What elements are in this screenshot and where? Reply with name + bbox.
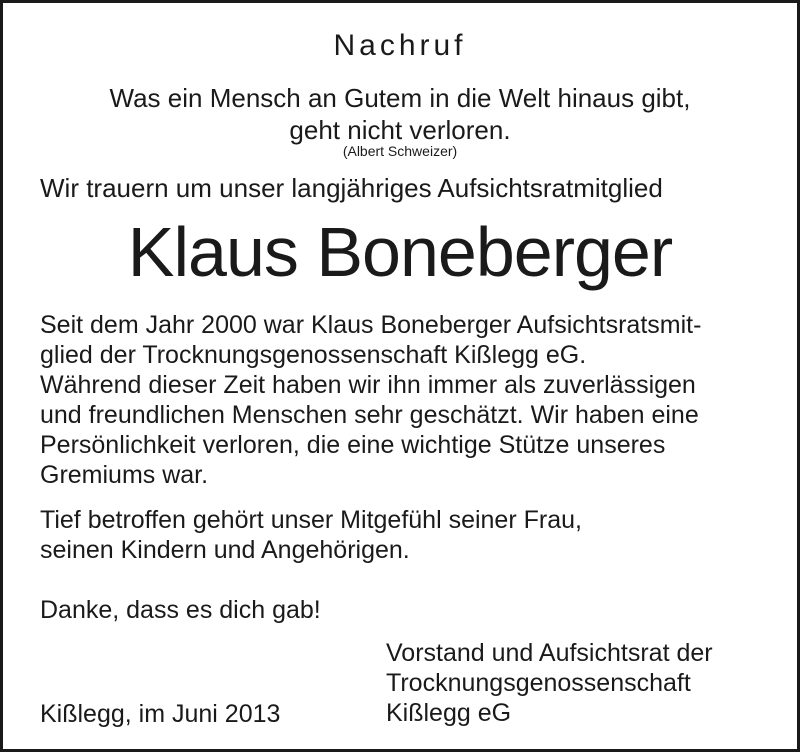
paragraph-line: Gremiums war. [40, 461, 209, 489]
closing-line: Danke, dass es dich gab! [40, 596, 321, 624]
paragraph-line: glied der Trocknungsgenossenschaft Kißlegg eG. [40, 341, 587, 369]
paragraph-line: seinen Kindern und Angehörigen. [40, 536, 410, 564]
tribute-paragraph [40, 310, 785, 490]
paragraph-line: Tief betroffen gehört unser Mitgefühl seiner Frau, [40, 506, 582, 534]
signature-line: Kißlegg eG [386, 699, 512, 727]
paragraph-line: Während dieser Zeit haben wir ihn immer als zuverlässigen [40, 371, 696, 399]
intro-text: Wir trauern um unser langjähriges Aufsichtsratmitglied [40, 173, 663, 203]
paragraph-line: und freundlichen Menschen sehr geschätzt. Wir haben eine [40, 401, 699, 429]
signature-block [386, 638, 713, 728]
signature-line: Vorstand und Aufsichtsrat der [386, 639, 713, 667]
condolence-paragraph [40, 505, 785, 565]
notice-heading: Nachruf [333, 29, 467, 62]
place-date: Kißlegg, im Juni 2013 [40, 700, 281, 728]
paragraph-line: Seit dem Jahr 2000 war Klaus Boneberger Aufsichtsratsmit- [40, 311, 702, 339]
quote-line-2: geht nicht verloren. [289, 115, 511, 145]
quote-author: (Albert Schweizer) [342, 143, 458, 159]
signature-line: Trocknungsgenossenschaft [386, 669, 691, 697]
deceased-name: Klaus Boneberger [127, 213, 673, 291]
paragraph-line: Persönlichkeit verloren, die eine wichtige Stütze unseres [40, 431, 666, 459]
quote-line-1: Was ein Mensch an Gutem in die Welt hinaus gibt, [109, 83, 691, 113]
